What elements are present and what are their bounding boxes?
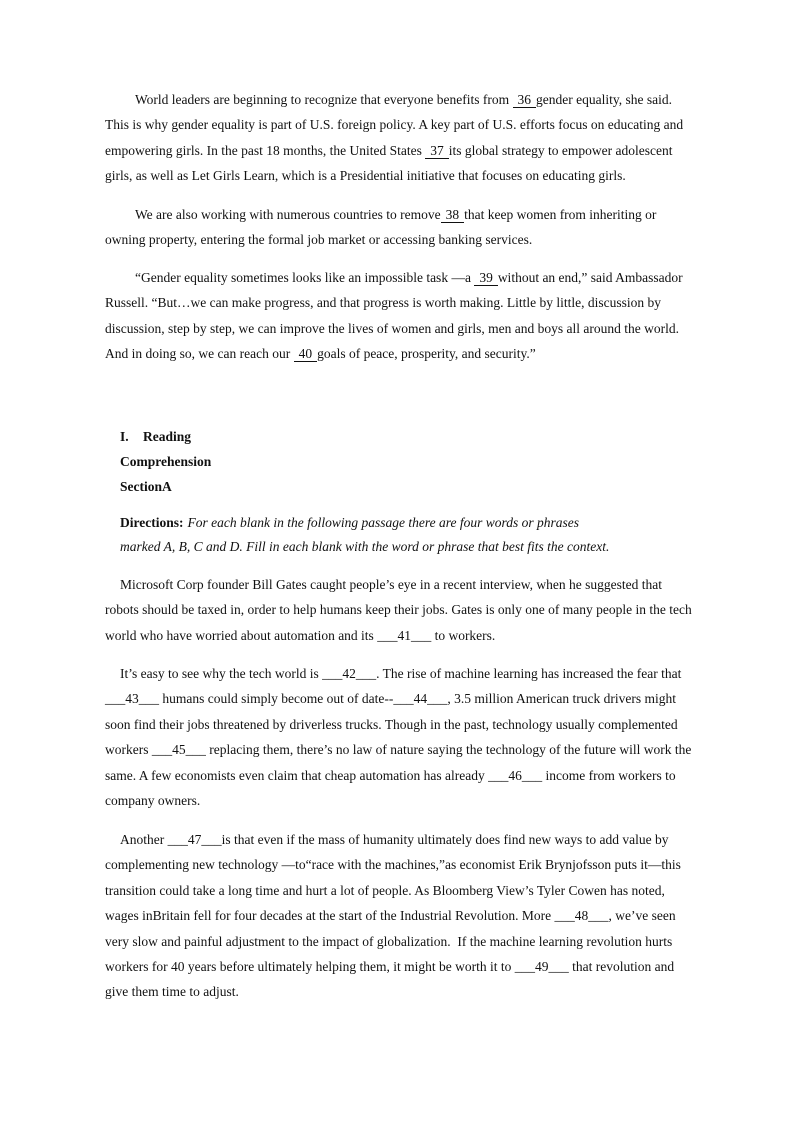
blank-38: 38 <box>441 207 465 223</box>
text-line <box>105 661 750 686</box>
text-line <box>105 597 750 622</box>
text-segment: company owners. <box>105 792 201 808</box>
blank-36: 36 <box>513 92 537 108</box>
text-line <box>105 341 750 366</box>
section-title-line: SectionA <box>120 479 172 494</box>
section-number: I. <box>120 429 129 444</box>
text-segment: its global strategy to empower adolescent <box>448 142 673 158</box>
text-segment: Microsoft Corp founder Bill Gates caught people’s eye in a recent interview, when he suggested that <box>120 577 662 592</box>
text-line <box>105 227 750 252</box>
text-segment: gender equality, she said. <box>536 92 672 107</box>
text-line <box>105 686 750 711</box>
section-heading <box>120 424 211 499</box>
text-segment: World leaders are beginning to recognize that everyone benefits from <box>135 92 513 107</box>
text-segment: And in doing so, we can reach our <box>105 346 294 362</box>
text-line <box>105 763 750 788</box>
text-segment: owning property, entering the formal job market or accessing banking services. <box>105 232 533 248</box>
cloze-paragraph-1 <box>105 87 750 189</box>
text-segment: empowering girls. In the past 18 months, the United States <box>105 142 426 158</box>
text-line <box>105 202 750 227</box>
section-heading-line <box>120 474 211 499</box>
text-line <box>105 290 750 315</box>
text-segment: workers for 40 years before ultimately helping them, it might be worth it to ___49___ that revolution and <box>105 958 675 974</box>
text-line <box>105 138 750 163</box>
text-line <box>105 954 750 979</box>
text-segment: that keep women from inheriting or <box>464 207 657 222</box>
text-segment: wages inBritain fell for four decades at the start of the Industrial Revolution. More ___48___, we’ve seen <box>105 908 676 924</box>
text-segment: girls, as well as Let Girls Learn, which is a Presidential initiative that focuses on educating girls. <box>105 168 626 184</box>
cloze-paragraph-3 <box>105 265 750 367</box>
text-line <box>105 878 750 903</box>
blank-37: 37 <box>425 143 449 159</box>
text-segment: world who have worried about automation and its ___41___ to workers. <box>105 627 496 643</box>
directions-label: Directions: <box>120 515 184 530</box>
text-segment: complementing new technology —to“race with the machines,”as economist Erik Brynjofsson puts it—this <box>105 857 681 873</box>
text-line <box>105 827 750 852</box>
blank-40: 40 <box>294 346 318 362</box>
text-segment: transition could take a long time and hurt a lot of people. As Bloomberg View’s Tyler Cowen has noted, <box>105 882 665 898</box>
text-segment: soon find their jobs threatened by driverless trucks. Though in the past, technology usually complemented <box>105 716 678 732</box>
text-segment: Russell. “But…we can make progress, and that progress is worth making. Little by little, discussion by <box>105 295 662 311</box>
text-line <box>105 87 750 112</box>
text-line <box>105 852 750 877</box>
section-title-line: Comprehension <box>120 454 212 469</box>
reading-paragraph-3 <box>105 827 750 1005</box>
text-segment: goals of peace, prosperity, and security.” <box>317 346 536 362</box>
text-segment: workers ___45___ replacing them, there’s no law of nature saying the technology of the future will work the <box>105 742 692 758</box>
directions-text: marked A, B, C and D. Fill in each blank with the word or phrase that best fits the context. <box>120 539 610 554</box>
directions-line <box>120 535 609 559</box>
text-segment: This is why gender equality is part of U.S. foreign policy. A key part of U.S. efforts focus on educating and <box>105 117 684 133</box>
text-segment: without an end,” said Ambassador <box>497 270 683 285</box>
section-heading-line <box>120 449 211 474</box>
cloze-paragraph-2 <box>105 202 750 253</box>
text-segment: ___43___ humans could simply become out of date--___44___, 3.5 million American truck drivers might <box>105 691 677 707</box>
section-title-line: Reading <box>143 429 192 444</box>
text-line <box>105 903 750 928</box>
text-segment: Another ___47___is that even if the mass of humanity ultimately does find new ways to add value by <box>120 832 669 847</box>
directions-text: For each blank in the following passage there are four words or phrases <box>187 515 579 530</box>
directions-line <box>120 511 609 535</box>
text-line <box>105 572 750 597</box>
text-line <box>105 929 750 954</box>
text-line <box>105 163 750 188</box>
text-segment: “Gender equality sometimes looks like an impossible task —a <box>135 270 475 285</box>
directions <box>120 511 609 559</box>
reading-paragraph-1 <box>105 572 750 648</box>
text-line <box>105 265 750 290</box>
reading-paragraph-2 <box>105 661 750 813</box>
text-line <box>105 737 750 762</box>
text-line <box>105 623 750 648</box>
text-line <box>105 788 750 813</box>
blank-39: 39 <box>474 270 498 286</box>
text-segment: same. A few economists even claim that cheap automation has already ___46___ income from workers to <box>105 767 676 783</box>
section-heading-line <box>120 424 211 449</box>
text-line <box>105 316 750 341</box>
text-segment: give them time to adjust. <box>105 984 239 1000</box>
text-segment: discussion, step by step, we can improve the lives of women and girls, men and boys all around the world. <box>105 320 680 336</box>
text-segment: robots should be taxed in, order to help humans keep their jobs. Gates is only one of many people in the tech <box>105 602 692 618</box>
text-segment: very slow and painful adjustment to the impact of globalization. If the machine learning revolution hurts <box>105 933 673 949</box>
text-line <box>105 112 750 137</box>
text-line <box>105 979 750 1004</box>
text-line <box>105 712 750 737</box>
text-segment: It’s easy to see why the tech world is ___42___. The rise of machine learning has increased the fear that <box>120 666 682 681</box>
text-segment: We are also working with numerous countries to remove <box>135 207 441 222</box>
